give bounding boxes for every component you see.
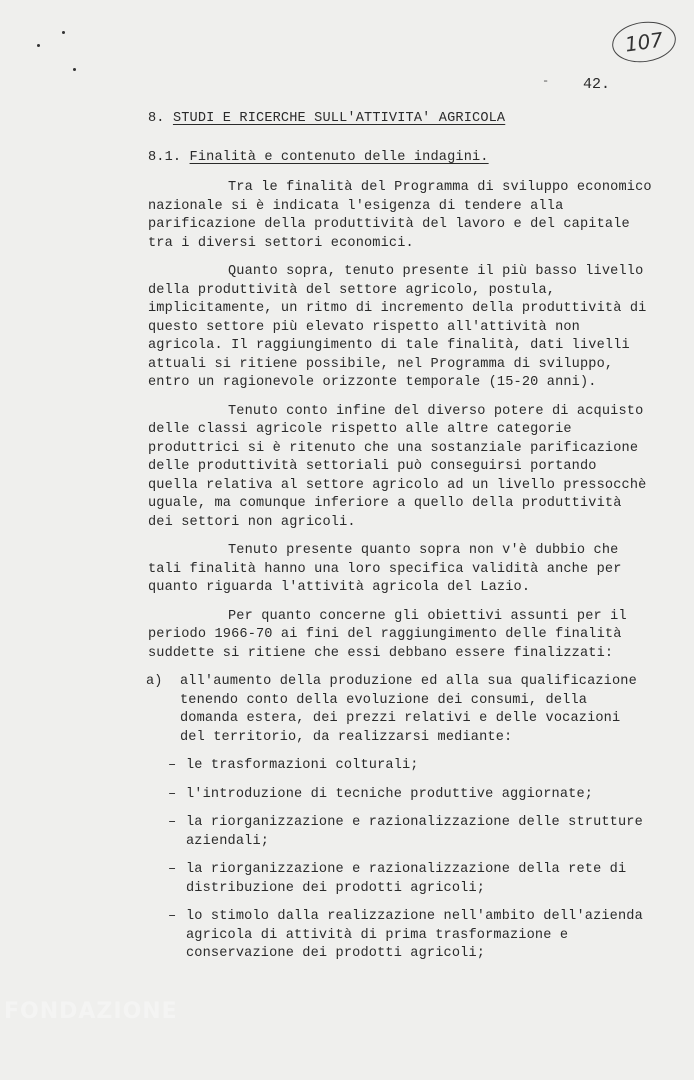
punch-hole-mark	[73, 68, 76, 71]
punch-hole-mark	[37, 44, 40, 47]
sub-list-item-text: la riorganizzazione e razionalizzazione della rete di distribuzione dei prodotti agricoli;	[186, 862, 627, 896]
sub-list-item-text: l'introduzione di tecniche produttive aggiornate;	[186, 786, 594, 802]
page-number-dash: -	[542, 74, 550, 88]
dash-bullet: –	[168, 815, 177, 830]
page-number: 42.	[583, 76, 611, 93]
subsection-number: 8.1.	[148, 149, 182, 165]
section-number: 8.	[148, 111, 165, 126]
section-heading	[148, 110, 653, 129]
sub-list-item-text: la riorganizzazione e razionalizzazione delle strutture aziendali;	[186, 815, 643, 849]
sub-list-item	[168, 861, 653, 898]
dash-bullet: –	[168, 909, 177, 924]
archive-stamp: 107	[610, 18, 679, 67]
paragraph: Tra le finalità del Programma di sviluppo economico nazionale si è indicata l'esigenza di tendere alla parificazione della produttività del lavoro e del capitale tra i diversi settori economici.	[148, 180, 652, 251]
sub-list-item	[168, 786, 653, 805]
sub-list-item	[168, 757, 653, 776]
list-item-text: all'aumento della produzione ed alla sua qualificazione tenendo conto della evoluzione dei consumi, della domanda estera, dei prezzi relativi e delle vocazioni del territorio, da realizzarsi mediante:	[180, 674, 637, 745]
list-item-a	[146, 673, 653, 747]
list-item-label: a)	[146, 674, 163, 689]
paragraph: Quanto sopra, tenuto presente il più basso livello della produttività del settore agricolo, postula, implicitamente, un ritmo di incremento della produttività di questo settore più elevato rispetto all'attività non agricola. Il raggiungimento di tale finalità, dati livelli attuali si ritiene possibile, nel Programma di sviluppo, entro un ragionevole orizzonte temporale (15-20 anni).	[148, 264, 647, 390]
watermark: FONDAZIONE	[4, 999, 178, 1024]
punch-hole-mark	[62, 31, 65, 34]
sub-list-item-text: lo stimolo dalla realizzazione nell'ambito dell'azienda agricola di attività di prima trasformazione e conservazione dei prodotti agricoli;	[186, 909, 643, 961]
paragraph: Tenuto conto infine del diverso potere di acquisto delle classi agricole rispetto alle altre categorie produttrici si è ritenuto che una sostanziale parificazione delle produttività settoriali può conseguirsi portando quella relativa al settore agricolo ad un livello pressocchè uguale, ma comunque inferiore a quello della produttività dei settori non agricoli.	[148, 403, 647, 530]
sub-list-item	[168, 814, 653, 851]
dash-bullet: –	[168, 758, 177, 773]
sub-list-item	[168, 908, 653, 964]
sub-list-item-text: le trasformazioni colturali;	[186, 758, 419, 773]
subsection-heading	[148, 149, 653, 168]
subsection-title: Finalità e contenuto delle indagini.	[189, 149, 489, 165]
dash-bullet: –	[168, 786, 177, 802]
dash-bullet: –	[168, 862, 177, 877]
paragraph: Per quanto concerne gli obiettivi assunti per il periodo 1966-70 ai fini del raggiungimento delle finalità suddette si ritiene che essi debbano essere finalizzati:	[148, 608, 627, 661]
paragraph: Tenuto presente quanto sopra non v'è dubbio che tali finalità hanno una loro specifica validità anche per quanto riguarda l'attività agricola del Lazio.	[148, 543, 622, 595]
section-title: STUDI E RICERCHE SULL'ATTIVITA' AGRICOLA	[172, 111, 506, 126]
document-body	[148, 110, 653, 974]
